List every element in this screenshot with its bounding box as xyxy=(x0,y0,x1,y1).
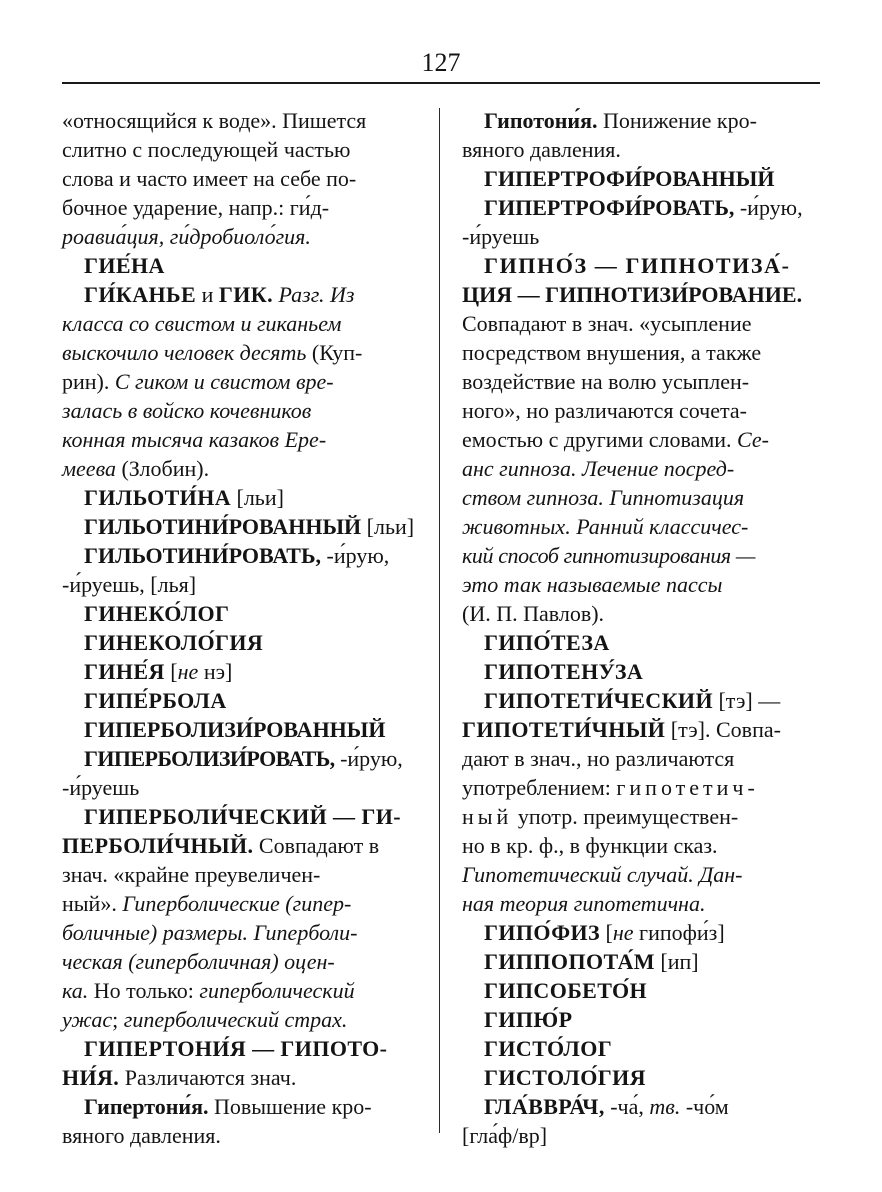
grammar-form: -и́руешь, [лья] xyxy=(62,572,197,597)
headword: ГИПЕРТРОФИ́РОВАННЫЙ xyxy=(484,166,775,191)
text-segment: употреблением: xyxy=(462,775,611,800)
headword: ГИСТО́ЛОГ xyxy=(484,1036,613,1061)
pronunciation: [льи] xyxy=(366,514,415,539)
text-line xyxy=(462,512,820,541)
text-line xyxy=(462,454,820,483)
text-line xyxy=(462,367,820,396)
text-line xyxy=(462,338,820,367)
text-line xyxy=(62,454,414,483)
example-text: это так называемые пассы xyxy=(462,572,723,597)
headword: ГИПЕРТОНИ́Я — ГИПОТО- xyxy=(84,1036,388,1061)
text-line xyxy=(62,309,414,338)
text-segment: воздействие на волю усыплен- xyxy=(462,369,750,394)
header-rule xyxy=(62,82,820,84)
example-text: выскочило человек десять xyxy=(62,340,307,365)
text-segment: употр. преимуществен- xyxy=(517,804,739,829)
entry-line xyxy=(62,802,414,831)
text-segment: Совпадают в xyxy=(258,833,380,858)
text-line xyxy=(62,1063,414,1092)
headword: ГИЛЬОТИ́НА xyxy=(84,485,231,510)
entry-line xyxy=(62,657,414,686)
text-segment: [тэ]. Совпа- xyxy=(670,717,781,742)
text-line xyxy=(62,338,414,367)
example-text: ужас xyxy=(62,1007,113,1032)
example-text: залась в войско кочевников xyxy=(62,398,312,423)
text-segment: но в кр. ф., в функции сказ. xyxy=(462,833,718,858)
text-segment: посредством внушения, а также xyxy=(462,340,762,365)
entry-line xyxy=(462,686,820,715)
example-text: Гипотетический случай. Дан- xyxy=(462,862,743,887)
bracket: [ xyxy=(605,920,613,945)
text-segment: (Куп- xyxy=(311,340,363,365)
example-text: ческая (гиперболичная) оцен- xyxy=(62,949,335,974)
entry-line xyxy=(462,1063,820,1092)
example-text: Гиперболические (гипер- xyxy=(122,891,352,916)
page-number: 127 xyxy=(421,48,461,77)
text-line xyxy=(62,1121,414,1150)
example-text: кий способ гипнотизирования — xyxy=(462,543,756,568)
text-line xyxy=(62,164,414,193)
text-line xyxy=(62,976,414,1005)
entry-line xyxy=(462,657,820,686)
headword: ПЕРБОЛИ́ЧНЫЙ. xyxy=(62,833,254,858)
headword: ГИПЕРБОЛИЗИ́РОВАТЬ, xyxy=(84,746,335,771)
grammar-form: -и́рую, xyxy=(739,195,803,220)
term-bold: Гипертони́я. xyxy=(84,1094,209,1119)
text-line xyxy=(62,570,414,599)
text-segment: Совпадают в знач. «усыпление xyxy=(462,311,752,336)
text-line xyxy=(462,541,820,570)
pronunciation: гипофи́з] xyxy=(639,920,725,945)
text-segment: рин). xyxy=(62,369,110,394)
text-segment: емостью с другими словами. xyxy=(462,427,732,452)
example-text: меева xyxy=(62,456,116,481)
text-line xyxy=(462,744,820,773)
text-line xyxy=(462,599,820,628)
headword: ГЛА́ВВРА́Ч, xyxy=(484,1094,605,1119)
text-segment: знач. «крайне преувеличен- xyxy=(62,862,321,887)
headword: ГИЕ́НА xyxy=(84,253,165,278)
headword: ГИПОТЕНУ́ЗА xyxy=(484,659,644,684)
example-text: ка. xyxy=(62,978,89,1003)
entry-line xyxy=(462,1005,820,1034)
text-segment: Понижение кро- xyxy=(603,108,757,133)
pronunciation: [льи] xyxy=(236,485,284,510)
text-line xyxy=(62,947,414,976)
grammar-form: -и́руешь xyxy=(462,224,540,249)
text-line xyxy=(462,773,820,802)
text-line xyxy=(62,773,414,802)
entry-line xyxy=(462,251,820,280)
text-segment: слова и часто имеет на себе по- xyxy=(62,166,357,191)
text-line xyxy=(62,918,414,947)
headword: ГИПЕРБОЛИ́ЧЕСКИЙ — ГИ- xyxy=(84,804,401,829)
entry-line xyxy=(462,164,820,193)
text-segment: Но только: xyxy=(93,978,194,1003)
text-line xyxy=(62,106,414,135)
text-line xyxy=(62,396,414,425)
text-line xyxy=(462,425,820,454)
headword: ГИСТОЛО́ГИЯ xyxy=(484,1065,646,1090)
spaced-term: ный xyxy=(462,804,513,829)
headword: ГИПОТЕТИ́ЧЕСКИЙ xyxy=(484,688,713,713)
grammar-form: -и́рую, xyxy=(340,746,403,771)
grammar-form: -и́руешь xyxy=(62,775,140,800)
text-line xyxy=(62,367,414,396)
text-line xyxy=(62,222,414,251)
pronunciation: [тэ] — xyxy=(718,688,781,713)
text-line xyxy=(62,425,414,454)
text-line xyxy=(462,222,820,251)
grammar-form: -ча́, xyxy=(610,1094,644,1119)
note-italic: не xyxy=(612,920,634,945)
headword: ГИПЮ́Р xyxy=(484,1007,573,1032)
headword: ГИППОПОТА́М xyxy=(484,949,655,974)
text-line xyxy=(462,309,820,338)
entry-line xyxy=(462,1092,820,1121)
text-line xyxy=(62,831,414,860)
entry-line xyxy=(462,918,820,947)
text-line xyxy=(62,1092,414,1121)
text-line xyxy=(62,889,414,918)
text-line xyxy=(462,860,820,889)
entry-line xyxy=(62,541,414,570)
right-column xyxy=(462,106,820,1150)
headword: ГИПОТЕТИ́ЧНЫЙ xyxy=(462,717,666,742)
headword: ГИНЕКОЛО́ГИЯ xyxy=(84,630,264,655)
headword: ГИ́КАНЬЕ xyxy=(84,282,197,307)
entry-line xyxy=(62,280,414,309)
text-line xyxy=(62,135,414,164)
headword: ГИЛЬОТИНИ́РОВАННЫЙ xyxy=(84,514,362,539)
note-italic: не xyxy=(177,659,199,684)
entry-line xyxy=(62,715,414,744)
text-line xyxy=(62,860,414,889)
pronunciation: нэ] xyxy=(203,659,233,684)
text-segment: Повышение кро- xyxy=(214,1094,372,1119)
bracket: [ xyxy=(170,659,178,684)
entry-line xyxy=(62,483,414,512)
text-line xyxy=(462,715,820,744)
text-line xyxy=(462,570,820,599)
example-text: конная тысяча казаков Ере- xyxy=(62,427,327,452)
text-segment: вяного давления. xyxy=(462,137,621,162)
example-text: гиперболический xyxy=(199,978,355,1003)
pronunciation: [ип] xyxy=(660,949,699,974)
spaced-term: гипотетич- xyxy=(616,775,759,800)
text-segment: бочное ударение, напр.: ги́д- xyxy=(62,195,330,220)
text-segment: ; xyxy=(112,1007,119,1032)
example-text: класса со свистом и гиканьем xyxy=(62,311,342,336)
example-text: боличные) размеры. Гиперболи- xyxy=(62,920,358,945)
example-text: Разг. Из xyxy=(278,282,355,307)
text-line xyxy=(462,831,820,860)
entry-line xyxy=(62,744,414,773)
example-text: роавиа́ция, ги́дробиоло́гия. xyxy=(62,224,311,249)
text-segment: дают в знач., но различаются xyxy=(462,746,735,771)
headword: ГИК. xyxy=(218,282,274,307)
example-text: животных. Ранний классичес- xyxy=(462,514,749,539)
text-line xyxy=(462,483,820,512)
headword: ГИПО́ФИЗ xyxy=(484,920,601,945)
pronunciation: [гла́ф/вр] xyxy=(462,1123,548,1148)
example-text: ная теория гипотетична. xyxy=(462,891,706,916)
text-segment: «относящийся к воде». Пишется xyxy=(62,108,367,133)
headword: ГИНЕКО́ЛОГ xyxy=(84,601,230,626)
headword: ГИПНО́З — ГИПНОТИЗА́- xyxy=(484,253,791,278)
text-segment: слитно с последующей частью xyxy=(62,137,351,162)
grammar-form: -и́рую, xyxy=(326,543,390,568)
entry-line xyxy=(462,193,820,222)
entry-line xyxy=(62,686,414,715)
example-text: Се- xyxy=(737,427,769,452)
entry-line xyxy=(462,628,820,657)
headword: ГИПО́ТЕЗА xyxy=(484,630,610,655)
text-segment: (И. П. Павлов). xyxy=(462,601,605,626)
entry-line xyxy=(462,976,820,1005)
grammar-form: -чо́м xyxy=(685,1094,729,1119)
entry-line xyxy=(462,947,820,976)
entry-line xyxy=(62,1034,414,1063)
example-text: С гиком и свистом вре- xyxy=(114,369,334,394)
headword: ЦИЯ — ГИПНОТИЗИ́РОВАНИЕ. xyxy=(462,282,803,307)
entry-line xyxy=(62,599,414,628)
text-segment: ного», но различаются сочета- xyxy=(462,398,747,423)
example-text: гиперболический страх. xyxy=(123,1007,348,1032)
text-line xyxy=(462,280,820,309)
entry-line xyxy=(62,251,414,280)
text-segment: вяного давления. xyxy=(62,1123,221,1148)
text-line xyxy=(462,802,820,831)
entry-line xyxy=(62,512,414,541)
entry-line xyxy=(62,628,414,657)
text-line xyxy=(462,106,820,135)
text-line xyxy=(62,193,414,222)
headword: ГИНЕ́Я xyxy=(84,659,165,684)
headword: ГИЛЬОТИНИ́РОВАТЬ, xyxy=(84,543,322,568)
text-line xyxy=(462,396,820,425)
entry-line xyxy=(462,1034,820,1063)
term-bold: Гипотони́я. xyxy=(484,108,598,133)
text-line xyxy=(462,889,820,918)
example-text: анс гипноза. Лечение посред- xyxy=(462,456,735,481)
text-line xyxy=(462,1121,820,1150)
text-segment: и xyxy=(201,282,214,307)
headword: НИ́Я. xyxy=(62,1065,120,1090)
text-line xyxy=(62,1005,414,1034)
left-column xyxy=(62,106,414,1150)
headword: ГИПЕРТРОФИ́РОВАТЬ, xyxy=(484,195,735,220)
text-segment: Различаются знач. xyxy=(124,1065,297,1090)
note-italic: тв. xyxy=(649,1094,681,1119)
headword: ГИПСОБЕТО́Н xyxy=(484,978,648,1003)
example-text: ством гипноза. Гипнотизация xyxy=(462,485,745,510)
text-segment: (Злобин). xyxy=(121,456,210,481)
text-line xyxy=(462,135,820,164)
text-segment: ный». xyxy=(62,891,117,916)
headword: ГИПЕ́РБОЛА xyxy=(84,688,227,713)
column-divider xyxy=(439,108,440,1133)
headword: ГИПЕРБОЛИЗИ́РОВАННЫЙ xyxy=(84,717,386,742)
